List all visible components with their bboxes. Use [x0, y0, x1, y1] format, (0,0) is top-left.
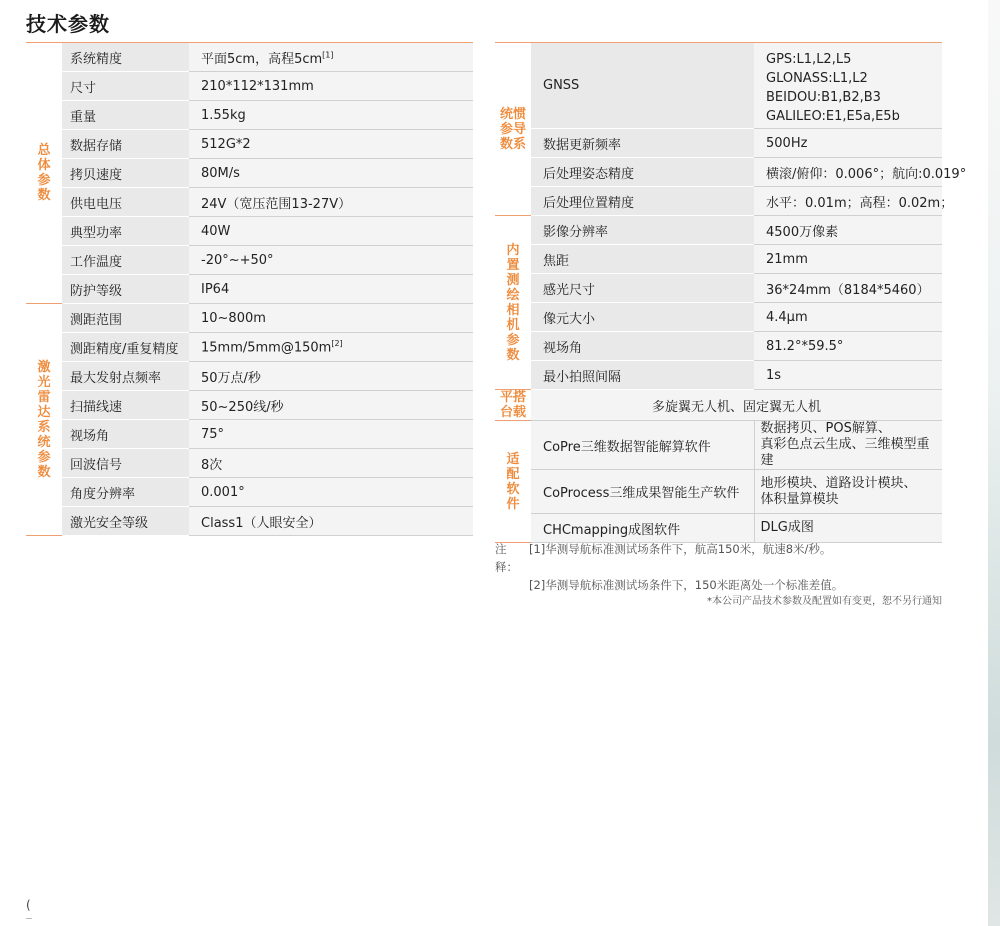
platform-value: 多旋翼无人机、固定翼无人机 [531, 390, 942, 421]
spec-name: 后处理姿态精度 [531, 158, 754, 187]
gnss-line: GLONASS:L1,L2 [766, 70, 868, 86]
spec-name: 系统精度 [62, 43, 189, 72]
spec-value: 75° [189, 420, 473, 449]
software-function-line: 地形模块、道路设计模块、 [760, 475, 917, 491]
table-row [26, 304, 473, 333]
category-lidar: 激光雷达系统参数 [26, 304, 62, 536]
category-software: 适配软件 [495, 421, 531, 543]
gnss-value [754, 43, 942, 129]
spec-name: GNSS [531, 43, 754, 129]
table-row [495, 43, 942, 129]
page-title: 技术参数 [26, 12, 110, 36]
spec-name: 尺寸 [62, 72, 189, 101]
disclaimer: *本公司产品技术参数及配置如有变更，恕不另行通知 [707, 596, 942, 607]
gnss-line: GALILEO:E1,E5a,E5b [766, 108, 900, 124]
table-row [26, 72, 473, 101]
spec-name: 扫描线速 [62, 391, 189, 420]
table-row [26, 159, 473, 188]
software-function-line: 真彩色点云生成、三维模型重建 [760, 437, 930, 468]
spec-name: 角度分辨率 [62, 478, 189, 507]
table-row [495, 216, 942, 245]
spec-value: 15mm/5mm@150m[2] [189, 333, 473, 362]
spec-name: 焦距 [531, 245, 754, 274]
table-row [495, 390, 942, 421]
spec-name: 供电电压 [62, 188, 189, 217]
category-general: 总体参数 [26, 43, 62, 304]
spec-name: 最小拍照间隔 [531, 361, 754, 390]
page-mark: ( [26, 898, 31, 912]
software-function [754, 421, 942, 470]
table-row [495, 421, 942, 470]
software-function-line: 体积量算模块 [760, 491, 839, 507]
spec-value: 81.2°*59.5° [754, 332, 942, 361]
right-spec-table [495, 42, 967, 543]
spec-value: 80M/s [189, 159, 473, 188]
table-row [495, 332, 942, 361]
table-row [495, 187, 942, 216]
spec-name: 典型功率 [62, 217, 189, 246]
footnote-2: [2]华测导航标准测试场条件下，150米距离处一个标准差值。 [529, 578, 844, 592]
table-row [26, 333, 473, 362]
table-row [26, 507, 473, 536]
page-edge-strip [988, 0, 1000, 926]
footnote-label: 注释： [495, 542, 518, 574]
footnote-1: [1]华测导航标准测试场条件下，航高150米，航速8米/秒。 [529, 542, 832, 556]
spec-value: 1s [754, 361, 942, 390]
spec-name: 工作温度 [62, 246, 189, 275]
table-row [495, 470, 942, 514]
spec-value: 8次 [189, 449, 473, 478]
spec-value: 水平：0.01m；高程：0.02m； [754, 187, 942, 216]
spec-value: 36*24mm（8184*5460） [754, 274, 942, 303]
spec-value: 500Hz [754, 129, 942, 158]
spec-name: 数据更新频率 [531, 129, 754, 158]
software-function: DLG成图 [754, 514, 942, 543]
software-name: CoProcess三维成果智能生产软件 [531, 470, 754, 514]
spec-value: 0.001° [189, 478, 473, 507]
table-row [26, 130, 473, 159]
spec-value: 横滚/俯仰：0.006°；航向:0.019° [754, 158, 942, 187]
spec-name: 视场角 [62, 420, 189, 449]
software-function-line: 数据拷贝、POS解算、 [760, 421, 891, 436]
spec-name: 测距范围 [62, 304, 189, 333]
spec-name: 测距精度/重复精度 [62, 333, 189, 362]
software-function [754, 470, 942, 514]
spec-name: 回波信号 [62, 449, 189, 478]
spec-name: 视场角 [531, 332, 754, 361]
spec-value: Class1（人眼安全） [189, 507, 473, 536]
table-row [495, 303, 942, 332]
spec-value: 24V（宽压范围13-27V） [189, 188, 473, 217]
spec-value: 512G*2 [189, 130, 473, 159]
table-row [495, 129, 942, 158]
spec-value: 1.55kg [189, 101, 473, 130]
table-row [495, 274, 942, 303]
category-platform: 平搭台载 [495, 390, 531, 421]
table-row [495, 245, 942, 274]
spec-name: 拷贝速度 [62, 159, 189, 188]
spec-value: 4500万像素 [754, 216, 942, 245]
software-name: CHCmapping成图软件 [531, 514, 754, 543]
spec-value: 平面5cm，高程5cm[1] [189, 43, 473, 72]
category-ins: 统惯参导数系 [495, 43, 531, 216]
spec-value: IP64 [189, 275, 473, 304]
spec-value: 40W [189, 217, 473, 246]
table-row [26, 188, 473, 217]
spec-value: 50~250线/秒 [189, 391, 473, 420]
table-row [26, 362, 473, 391]
spec-name: 数据存储 [62, 130, 189, 159]
footnotes [495, 540, 843, 594]
table-row [26, 449, 473, 478]
spec-value: 4.4μm [754, 303, 942, 332]
spec-name: 后处理位置精度 [531, 187, 754, 216]
left-spec-table [26, 42, 473, 536]
table-row [26, 478, 473, 507]
page-mark-line [26, 918, 32, 919]
table-row [26, 217, 473, 246]
spec-value: 50万点/秒 [189, 362, 473, 391]
spec-name: 重量 [62, 101, 189, 130]
category-camera: 内置测绘相机参数 [495, 216, 531, 390]
spec-value: 210*112*131mm [189, 72, 473, 101]
table-row [26, 275, 473, 304]
spec-name: 激光安全等级 [62, 507, 189, 536]
table-row [495, 158, 942, 187]
spec-name: 最大发射点频率 [62, 362, 189, 391]
table-row [26, 391, 473, 420]
gnss-line: BEIDOU:B1,B2,B3 [766, 89, 881, 105]
spec-name: 感光尺寸 [531, 274, 754, 303]
table-row [26, 43, 473, 72]
spec-value: -20°~+50° [189, 246, 473, 275]
gnss-line: GPS:L1,L2,L5 [766, 51, 852, 67]
spec-value: 21mm [754, 245, 942, 274]
software-name: CoPre三维数据智能解算软件 [531, 421, 754, 470]
spec-name: 影像分辨率 [531, 216, 754, 245]
spec-value: 10~800m [189, 304, 473, 333]
spec-name: 像元大小 [531, 303, 754, 332]
table-row [26, 101, 473, 130]
table-row [495, 514, 942, 543]
table-row [495, 361, 942, 390]
table-row [26, 246, 473, 275]
spec-name: 防护等级 [62, 275, 189, 304]
table-row [26, 420, 473, 449]
